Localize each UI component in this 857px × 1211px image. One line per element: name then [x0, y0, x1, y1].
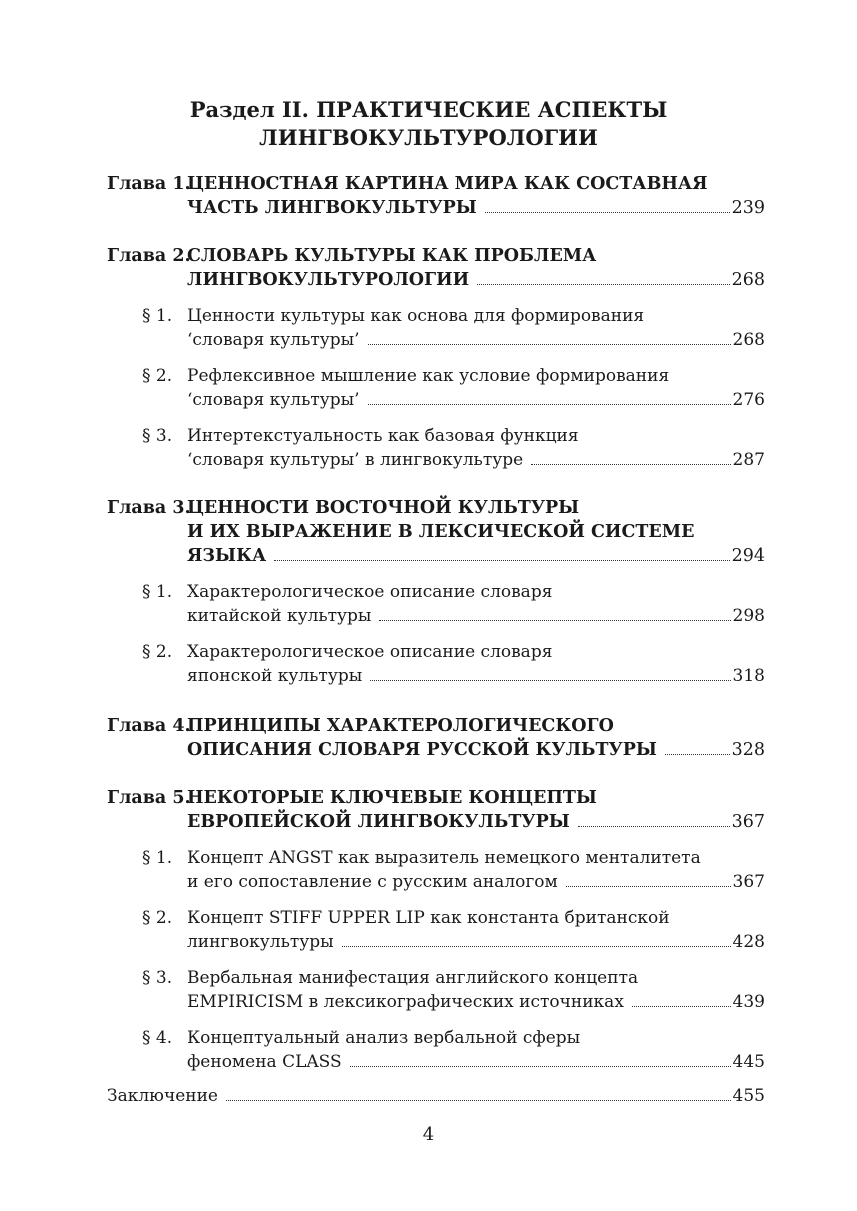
- chapter-label: Глава 2.: [107, 246, 191, 266]
- paragraph-title-line1: Рефлексивное мышление как условие формирования: [187, 366, 670, 386]
- leader-dots: [350, 1066, 731, 1067]
- paragraph-page: 439: [732, 992, 765, 1012]
- leader-dots: [370, 680, 730, 681]
- chapter-title[interactable]: [187, 244, 765, 292]
- paragraph-title-line1: Характерологическое описание словаря: [187, 642, 553, 662]
- leader-dots: [665, 754, 730, 755]
- paragraph-page: 367: [732, 872, 765, 892]
- chapter-title-line: ЦЕННОСТИ ВОСТОЧНОЙ КУЛЬТУРЫ: [187, 498, 580, 518]
- chapter-label: Глава 1.: [107, 174, 191, 194]
- toc-paragraph[interactable]: [107, 304, 765, 352]
- paragraph-title-line1: Концептуальный анализ вербальной сферы: [187, 1028, 581, 1048]
- paragraph-page: 276: [732, 390, 765, 410]
- paragraph-symbol: § 2.: [142, 908, 173, 928]
- toc-chapter: [107, 244, 765, 472]
- chapter-title-line: ЯЗЫКА: [187, 546, 267, 566]
- paragraph-symbol: § 2.: [142, 366, 173, 386]
- paragraph-title-line2: феномена CLASS: [187, 1052, 342, 1072]
- paragraph-title-line2: ‘словаря культуры’ в лингвокультуре: [187, 450, 524, 470]
- toc-paragraph[interactable]: [107, 1026, 765, 1074]
- leader-dots: [477, 284, 729, 285]
- toc-conclusion-entry[interactable]: [107, 1084, 765, 1108]
- chapter-title-line: ПРИНЦИПЫ ХАРАКТЕРОЛОГИЧЕСКОГО: [187, 716, 614, 736]
- leader-dots: [566, 886, 731, 887]
- chapter-title-line: ОПИСАНИЯ СЛОВАРЯ РУССКОЙ КУЛЬТУРЫ: [187, 740, 657, 760]
- toc-chapter: [107, 786, 765, 1074]
- paragraph-title-line2: и его сопоставление с русским аналогом: [187, 872, 558, 892]
- paragraph-title-line1: Вербальная манифестация английского концепта: [187, 968, 639, 988]
- toc-chapter: [107, 172, 765, 220]
- chapter-title-line: НЕКОТОРЫЕ КЛЮЧЕВЫЕ КОНЦЕПТЫ: [187, 788, 597, 808]
- chapter-page: 328: [731, 740, 765, 760]
- chapter-title-line: ЛИНГВОКУЛЬТУРОЛОГИИ: [187, 270, 470, 290]
- table-of-contents: [107, 172, 765, 1096]
- paragraph-page: 428: [732, 932, 765, 952]
- paragraph-title-line1: Концепт ANGST как выразитель немецкого менталитета: [187, 848, 701, 868]
- leader-dots: [632, 1006, 731, 1007]
- paragraph-page: 298: [732, 606, 765, 626]
- chapter-title[interactable]: [187, 714, 765, 762]
- chapter-page: 268: [731, 270, 765, 290]
- paragraph-symbol: § 3.: [142, 426, 173, 446]
- toc-chapter: [107, 714, 765, 762]
- chapter-label: Глава 4.: [107, 716, 191, 736]
- chapter-title[interactable]: [187, 172, 765, 220]
- chapter-title[interactable]: [187, 786, 765, 834]
- paragraph-title-line1: Интертекстуальность как базовая функция: [187, 426, 579, 446]
- toc-paragraph[interactable]: [107, 640, 765, 688]
- paragraph-symbol: § 2.: [142, 642, 173, 662]
- paragraph-title-line1: Характерологическое описание словаря: [187, 582, 553, 602]
- paragraph-symbol: § 1.: [142, 306, 173, 326]
- paragraph-title-line2: ‘словаря культуры’: [187, 330, 360, 350]
- chapter-title-line: И ИХ ВЫРАЖЕНИЕ В ЛЕКСИЧЕСКОЙ СИСТЕМЕ: [187, 522, 695, 542]
- section-title-line1: Раздел II. ПРАКТИЧЕСКИЕ АСПЕКТЫ: [189, 97, 668, 122]
- toc-paragraph[interactable]: [107, 424, 765, 472]
- leader-dots: [485, 212, 730, 213]
- toc-chapter: [107, 496, 765, 688]
- paragraph-page: 445: [732, 1052, 765, 1072]
- paragraph-title-line2: лингвокультуры: [187, 932, 334, 952]
- leader-dots: [226, 1100, 731, 1101]
- section-title: [0, 96, 857, 152]
- leader-dots: [578, 826, 730, 827]
- chapter-title-line: ЕВРОПЕЙСКОЙ ЛИНГВОКУЛЬТУРЫ: [187, 812, 570, 832]
- paragraph-title-line2: японской культуры: [187, 666, 363, 686]
- chapter-title[interactable]: [187, 496, 765, 568]
- leader-dots: [531, 464, 730, 465]
- chapter-label: Глава 3.: [107, 498, 191, 518]
- paragraph-symbol: § 3.: [142, 968, 173, 988]
- leader-dots: [368, 344, 731, 345]
- conclusion-page: 455: [732, 1086, 765, 1106]
- paragraph-page: 268: [732, 330, 765, 350]
- paragraph-title-line1: Концепт STIFF UPPER LIP как константа британской: [187, 908, 670, 928]
- chapter-title-line: ЧАСТЬ ЛИНГВОКУЛЬТУРЫ: [187, 198, 477, 218]
- toc-paragraph[interactable]: [107, 364, 765, 412]
- paragraph-title-line2: китайской культуры: [187, 606, 372, 626]
- section-title-line2: ЛИНГВОКУЛЬТУРОЛОГИИ: [259, 125, 598, 150]
- paragraph-page: 287: [732, 450, 765, 470]
- paragraph-title-line2: ‘словаря культуры’: [187, 390, 360, 410]
- toc-paragraph[interactable]: [107, 966, 765, 1014]
- paragraph-symbol: § 4.: [142, 1028, 173, 1048]
- chapter-page: 367: [731, 812, 765, 832]
- chapter-title-line: СЛОВАРЬ КУЛЬТУРЫ КАК ПРОБЛЕМА: [187, 246, 597, 266]
- leader-dots: [274, 560, 729, 561]
- chapter-page: 294: [731, 546, 765, 566]
- toc-paragraph[interactable]: [107, 846, 765, 894]
- paragraph-symbol: § 1.: [142, 582, 173, 602]
- leader-dots: [368, 404, 731, 405]
- toc-paragraph[interactable]: [107, 906, 765, 954]
- chapter-page: 239: [731, 198, 765, 218]
- chapter-label: Глава 5.: [107, 788, 191, 808]
- page-number: 4: [422, 1124, 435, 1145]
- leader-dots: [379, 620, 730, 621]
- paragraph-symbol: § 1.: [142, 848, 173, 868]
- paragraph-title-line2: EMPIRICISM в лексикографических источниках: [187, 992, 624, 1012]
- conclusion-label: Заключение: [107, 1086, 218, 1106]
- paragraph-title-line1: Ценности культуры как основа для формирования: [187, 306, 645, 326]
- paragraph-page: 318: [732, 666, 765, 686]
- leader-dots: [342, 946, 731, 947]
- toc-paragraph[interactable]: [107, 580, 765, 628]
- chapter-title-line: ЦЕННОСТНАЯ КАРТИНА МИРА КАК СОСТАВНАЯ: [187, 174, 708, 194]
